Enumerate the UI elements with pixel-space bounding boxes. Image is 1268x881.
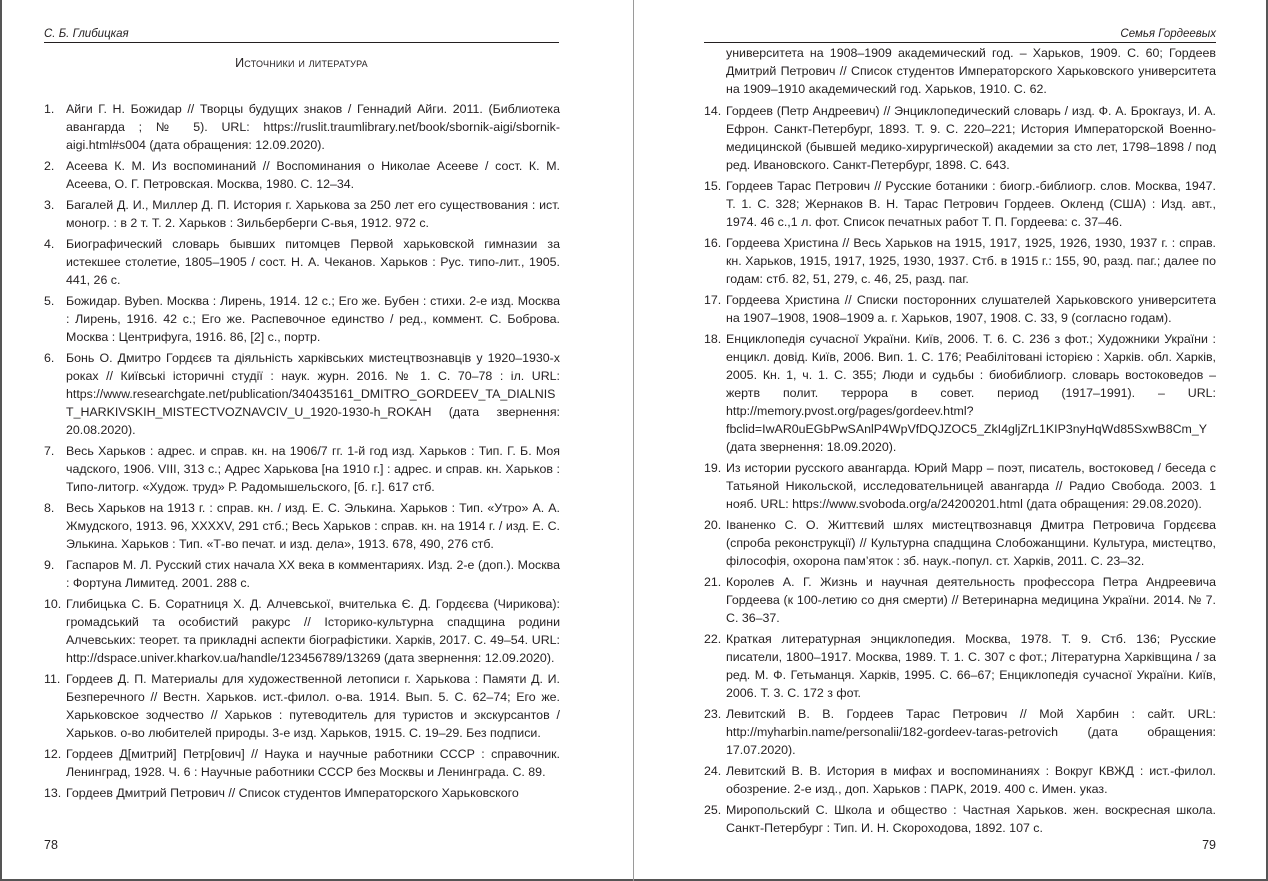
reference-item [44, 784, 560, 802]
reference-list-left [44, 100, 560, 805]
reference-item [704, 177, 1216, 231]
reference-text: Королев А. Г. Жизнь и научная деятельность профессора Петра Андреевича Гордеева (к 100-летию со дня смерти) // Ветеринарна медицина України. 2014. № 7. С. 36–37. [726, 575, 1216, 625]
reference-item [44, 499, 560, 553]
reference-number: 12. [44, 747, 62, 761]
reference-text: Божидар. Byben. Москва : Лирень, 1914. 12 с.; Его же. Бубен : стихи. 2-е изд. Москва : Лирень, 1916. 42 с.; Его же. Распевочное единство / ред., коммент. С. Боброва. Москва : Центрифуга, 1916. 86, [2] с., портр. [66, 294, 560, 344]
reference-number: 9. [44, 558, 55, 572]
reference-text: Биографический словарь бывших питомцев Первой харьковской гимназии за истекшее столетие, 1805–1905 / сост. Н. А. Чеканов. Харьков : Рус. типо-лит., 1905. 441, 26 с. [66, 237, 560, 287]
reference-item [44, 196, 560, 232]
reference-item [44, 595, 560, 667]
reference-text: Весь Харьков : адрес. и справ. кн. на 1906/7 гг. 1-й год изд. Харьков : Тип. Г. Б. Моя чадского, 1906. VIII, 313 с.; Адрес Харькова [на 1910 г.] : адрес. и справ. кн. Харьков : Типо-литогр. «Худож. труд» Р. Радомышельского, [б. г.]. 617 стб. [66, 444, 560, 494]
reference-number: 14. [704, 104, 722, 118]
reference-text: Асеева К. М. Из воспоминаний // Воспоминания о Николае Асееве / сост. К. М. Асеева, О. Г. Петровская. Москва, 1980. С. 12–34. [66, 159, 560, 191]
reference-number: 7. [44, 444, 55, 458]
reference-number: 8. [44, 501, 55, 515]
reference-number: 4. [44, 237, 55, 251]
reference-text: Багалей Д. И., Миллер Д. П. История г. Харькова за 250 лет его существования : ист. моногр. : в 2 т. Т. 2. Харьков : Зильберберги С-вья, 1912. 972 с. [66, 198, 560, 230]
reference-number: 13. [44, 786, 62, 800]
reference-list-right [704, 44, 1216, 840]
reference-item [44, 556, 560, 592]
section-title-text: Источники и литература [235, 56, 368, 70]
reference-text: Глибицька С. Б. Соратниця Х. Д. Алчевської, вчителька Є. Д. Гордєєва (Чирикова): громадський та особистий ракурс // Історико-культурна спадщина родини Алчевських: теорет. та прикладні аспекти біографістики. Харків, 2017. С. 49–54. URL: http://dspace.univer.kharkov.ua/handle/123456789/13269 (дата звернення: 12.09.2020). [66, 597, 560, 665]
reference-text: Весь Харьков на 1913 г. : справ. кн. / изд. Е. С. Элькина. Харьков : Тип. «Утро» А. А. Жмудского, 1913. 96, XXXXV, 291 стб.; Весь Харьков : справ. кн. на 1914 г. / изд. Е. С. Элькина. Харьков : Тип. «Т-во печат. и изд. дела», 1913. 678, 490, 276 стб. [66, 501, 560, 551]
reference-text: Гордеева Христина // Списки посторонних слушателей Харьковского университета на 1907–1908, 1908–1909 а. г. Харьков, 1907, 1908. С. 33, 9 (согласно годам). [726, 293, 1216, 325]
reference-text: Айги Г. Н. Божидар // Творцы будущих знаков / Геннадий Айги. 2011. (Библиотека авангарда ; № 5). URL: https://ruslit.traumlibrary.net/book/sbornik-aigi/sbornik-aigi.html#s004 (дата обращения: 12.09.2020). [66, 102, 560, 152]
running-head-title: Семья Гордеевых [704, 28, 1216, 43]
reference-text: Краткая литературная энциклопедия. Москва, 1978. Т. 9. Стб. 136; Русские писатели, 1800–1917. Москва, 1989. Т. 1. С. 307 с фот.; Літературна Харківщина / за ред. М. Ф. Гетьманця. Харків, 1995. С. 66–67; Енциклопедія сучасної України. Київ, 2006. Т. 3. С. 172 з фот. [726, 632, 1216, 700]
left-page [0, 0, 633, 881]
page-number-right: 79 [1202, 838, 1216, 852]
reference-number: 25. [704, 803, 722, 817]
reference-text: Гордеев Д. П. Материалы для художественной летописи г. Харькова : Памяти Д. И. Безперечного // Вестн. Харьков. ист.-филол. о-ва. 1914. Вып. 5. С. 62–74; Его же. Харьковское зодчество // Харьков : путеводитель для туристов и экскурсантов / Харьков. о-во любителей природы. 3-е изд. Харьков, 1915. С. 19–29. Без подписи. [66, 672, 560, 740]
reference-number: 5. [44, 294, 55, 308]
reference-number: 16. [704, 236, 722, 250]
reference-text: Из истории русского авангарда. Юрий Марр – поэт, писатель, востоковед / беседа с Татьяной Никольской, исследовательницей авангарда // Радио Свобода. 2003. 1 нояб. URL: https://www.svoboda.org/a/24200201.html (дата обращения: 29.08.2020). [726, 461, 1216, 511]
reference-text: Левитский В. В. Гордеев Тарас Петрович // Мой Харбин : сайт. URL: http://myharbin.name/personalii/182-gordeev-taras-petrovich (дата обращения: 17.07.2020). [726, 707, 1216, 757]
reference-number: 22. [704, 632, 722, 646]
page-number-left: 78 [44, 838, 58, 852]
reference-item [44, 157, 560, 193]
reference-item [704, 234, 1216, 288]
reference-text: Іваненко С. О. Життєвий шлях мистецтвознавця Дмитра Петровича Гордєєва (спроба реконструкції) // Культурна спадщина Слобожанщини. Культура, мистецтво, філософія, охорона пам’яток : зб. наук.-попул. ст. Харків, 2011. С. 23–32. [726, 518, 1216, 568]
reference-item [44, 349, 560, 439]
reference-item [44, 442, 560, 496]
reference-continuation: университета на 1908–1909 академический год. – Харьков, 1909. С. 60; Гордеев Дмитрий Петрович // Список студентов Императорского Харьковского университета на 1909–1910 академический год. Харьков, 1910. С. 62. [726, 46, 1216, 96]
reference-number: 11. [44, 672, 61, 686]
reference-text: Гаспаров М. Л. Русский стих начала XX века в комментариях. Изд. 2-е (доп.). Москва : Фортуна Лимитед. 2001. 288 с. [66, 558, 560, 590]
reference-item [704, 291, 1216, 327]
running-head-author: С. Б. Глибицкая [44, 28, 559, 43]
reference-number: 24. [704, 764, 722, 778]
reference-text: Гордеев Тарас Петрович // Русские ботаники : биогр.-библиогр. слов. Москва, 1947. Т. 1. С. 328; Жернаков В. Н. Тарас Петрович Гордеев. Окленд (США) : Изд. авт., 1974. 46 с.,1 л. фот. Список печатных работ Т. П. Гордеева: с. 37–46. [726, 179, 1216, 229]
reference-number: 2. [44, 159, 55, 173]
reference-item [704, 516, 1216, 570]
reference-item [44, 235, 560, 289]
reference-item [704, 330, 1216, 456]
reference-number: 3. [44, 198, 55, 212]
reference-number: 23. [704, 707, 722, 721]
reference-item [704, 630, 1216, 702]
reference-number: 15. [704, 179, 722, 193]
reference-text: Миропольский С. Школа и общество : Частная Харьков. жен. воскресная школа. Санкт-Петербург : Тип. И. Н. Скороходова, 1892. 107 с. [726, 803, 1216, 835]
reference-text: Левитский В. В. История в мифах и воспоминаниях : Вокруг КВЖД : ист.-филол. обозрение. 2-е изд., доп. Харьков : ПАРК, 2019. 400 с. Имен. указ. [726, 764, 1216, 796]
reference-item [704, 705, 1216, 759]
reference-number: 10. [44, 597, 62, 611]
reference-text: Гордеев (Петр Андреевич) // Энциклопедический словарь / изд. Ф. А. Брокгауз, И. А. Ефрон. Санкт-Петербург, 1893. Т. 9. С. 220–221; История Императорской Военно-медицинской (бывшей медико-хирургической) академии за сто лет, 1798–1898 / под ред. Ивановского. Санкт-Петербург, 1898. С. 643. [726, 104, 1216, 172]
right-page [634, 0, 1268, 881]
reference-text: Енциклопедія сучасної України. Київ, 2006. Т. 6. С. 236 з фот.; Художники України : енцикл. довід. Київ, 2006. Вип. 1. С. 176; Реабілітовані історією : Харків. обл. Харків, 2005. Кн. 1, ч. 1. С. 355; Люди и судьбы : биобиблиогр. словарь востоковедов – жертв полит. террора в совет. период (1917–1991). – URL: http://memory.pvost.org/pages/gordeev.html?fbclid=IwAR0uEGbPwSAnlP4WpVfDQJZOC5_ZkI4gljZrL1KIP3nyHqWd85SxwB8Cm_Y (дата звернення: 18.09.2020). [726, 332, 1216, 454]
reference-number: 18. [704, 332, 722, 346]
reference-number: 17. [704, 293, 722, 307]
reference-item [44, 292, 560, 346]
reference-item [704, 102, 1216, 174]
reference-item [44, 745, 560, 781]
reference-text: Гордеев Д[митрий] Петр[ович] // Наука и научные работники СССР : справочник. Ленинград, 1928. Ч. 6 : Научные работники СССР без Москвы и Ленинграда. С. 89. [66, 747, 560, 779]
reference-item [704, 762, 1216, 798]
reference-item [704, 573, 1216, 627]
reference-number: 19. [704, 461, 722, 475]
reference-item [704, 459, 1216, 513]
section-title [44, 56, 559, 70]
reference-number: 21. [704, 575, 722, 589]
reference-text: Гордеева Христина // Весь Харьков на 1915, 1917, 1925, 1926, 1930, 1937 г. : справ. кн. Харьков, 1915, 1917, 1925, 1930, 1937. Стб. в 1915 г.: 155, 90, разд. паг.; далее по годам: стб. 82, 51, 279, с. 46, 25, разд. паг. [726, 236, 1216, 286]
reference-text: Гордеев Дмитрий Петрович // Список студентов Императорского Харьковского [66, 786, 519, 800]
reference-number: 20. [704, 518, 722, 532]
reference-text: Бонь О. Дмитро Гордєєв та діяльність харківських мистецтвознавців у 1920–1930-х роках // Київські історичні студії : наук. журн. 2016. № 1. С. 70–78 : іл. URL: https://www.researchgate.net/publication/340435161_DMITRO_GORDEEV_TA_DIALNIST_HARKIVSKIH_MISTECTVOZNAVCIV_U_1920-1930-h_ROKAH (дата звернення: 20.08.2020). [66, 351, 560, 437]
reference-number: 1. [44, 102, 55, 116]
reference-item [704, 801, 1216, 837]
reference-item [44, 100, 560, 154]
reference-number: 6. [44, 351, 55, 365]
reference-item [44, 670, 560, 742]
